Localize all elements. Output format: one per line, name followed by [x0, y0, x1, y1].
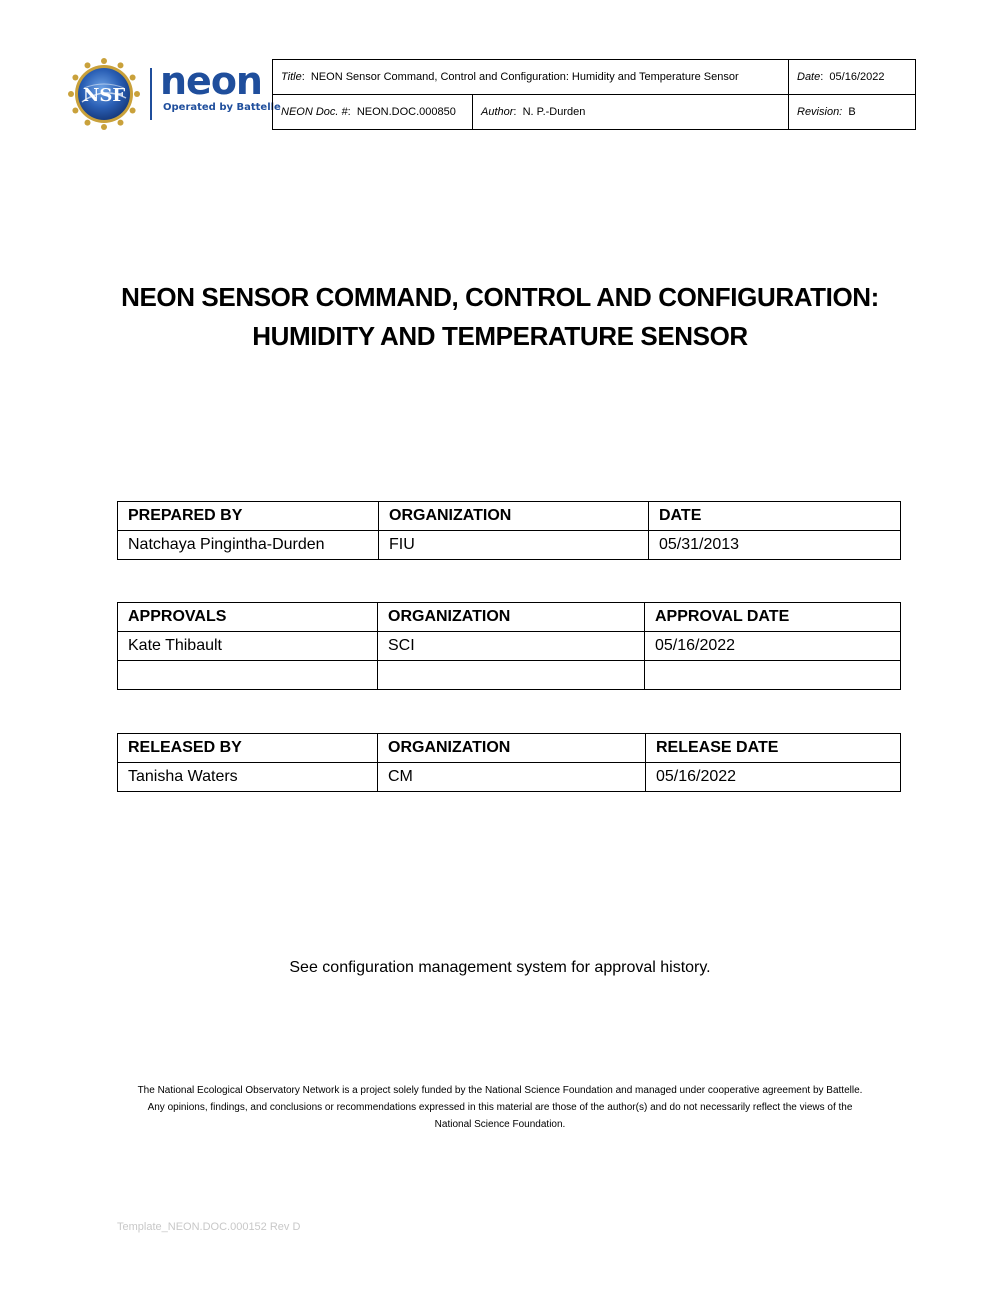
document-title-line1: NEON SENSOR COMMAND, CONTROL AND CONFIGURATION: [121, 282, 879, 312]
template-id: Template_NEON.DOC.000152 Rev D [117, 1221, 301, 1233]
footer-line1: The National Ecological Observatory Network is a project solely funded by the National Science Foundation and managed under cooperative agreement by Battelle. [137, 1085, 863, 1096]
header-revision-cell [789, 95, 916, 130]
operated-by-battelle: Operated by Battelle [163, 102, 281, 113]
approver-name [118, 661, 378, 690]
organization-header: ORGANIZATION [378, 603, 645, 632]
prepared-by-table [117, 501, 901, 560]
table-header-row [118, 502, 901, 531]
table-header-row [118, 734, 901, 763]
release-date-header: RELEASE DATE [646, 734, 901, 763]
approver-name: Kate Thibault [118, 632, 378, 661]
revision-value: B [848, 106, 856, 118]
approver-organization [378, 661, 645, 690]
table-row [118, 661, 901, 690]
approval-date [645, 661, 901, 690]
date-header: DATE [649, 502, 901, 531]
title-label: Title [281, 71, 302, 83]
approvals-table [117, 602, 901, 690]
released-by-header: RELEASED BY [118, 734, 378, 763]
preparer-name: Natchaya Pingintha-Durden [118, 531, 379, 560]
document-title [60, 278, 940, 356]
released-by-table [117, 733, 901, 792]
revision-label: Revision: [797, 106, 843, 118]
organization-header: ORGANIZATION [379, 502, 649, 531]
approver-organization: SCI [378, 632, 645, 661]
footer-line2: Any opinions, findings, and conclusions or recommendations expressed in this material are those of the author(s) and do not necessarily reflect the views of the [147, 1102, 853, 1113]
configuration-note: See configuration management system for approval history. [289, 959, 711, 976]
releaser-name: Tanisha Waters [118, 763, 378, 792]
table-row [118, 531, 901, 560]
title-value: NEON Sensor Command, Control and Configuration: Humidity and Temperature Sensor [310, 71, 739, 83]
nsf-seal-logo [68, 58, 140, 130]
approvals-header: APPROVALS [118, 603, 378, 632]
release-date: 05/16/2022 [646, 763, 901, 792]
header-date-cell: Date: 05/16/2022 [789, 60, 916, 95]
logo-block [68, 58, 281, 130]
doc-label: NEON Doc. # [281, 106, 348, 118]
organization-header: ORGANIZATION [378, 734, 646, 763]
preparer-organization: FIU [379, 531, 649, 560]
approval-date: 05/16/2022 [645, 632, 901, 661]
author-label: Author [481, 106, 514, 118]
date-label: Date [797, 71, 821, 83]
footer-disclaimer [100, 1082, 900, 1133]
header-info-table [272, 59, 916, 130]
table-row [118, 632, 901, 661]
logo-divider [150, 68, 152, 120]
table-header-row [118, 603, 901, 632]
doc-value: NEON.DOC.000850 [356, 106, 456, 118]
approval-date-header: APPROVAL DATE [645, 603, 901, 632]
header-author-cell: Author: N. P.-Durden [473, 95, 789, 130]
header-title-cell: Title: NEON Sensor Command, Control and Configuration: Humidity and Temperature Sensor [273, 60, 789, 95]
date-value: 05/16/2022 [829, 71, 885, 83]
document-title-line2: HUMIDITY AND TEMPERATURE SENSOR [252, 321, 748, 351]
neon-wordmark: neon [160, 59, 262, 103]
prepared-by-header: PREPARED BY [118, 502, 379, 531]
releaser-organization: CM [378, 763, 646, 792]
author-value: N. P.-Durden [522, 106, 586, 118]
footer-line3: National Science Foundation. [434, 1119, 566, 1130]
header-doc-cell: NEON Doc. #: NEON.DOC.000850 [273, 95, 473, 130]
nsf-seal-text: NSF [82, 85, 126, 106]
table-row [118, 763, 901, 792]
prepared-date: 05/31/2013 [649, 531, 901, 560]
